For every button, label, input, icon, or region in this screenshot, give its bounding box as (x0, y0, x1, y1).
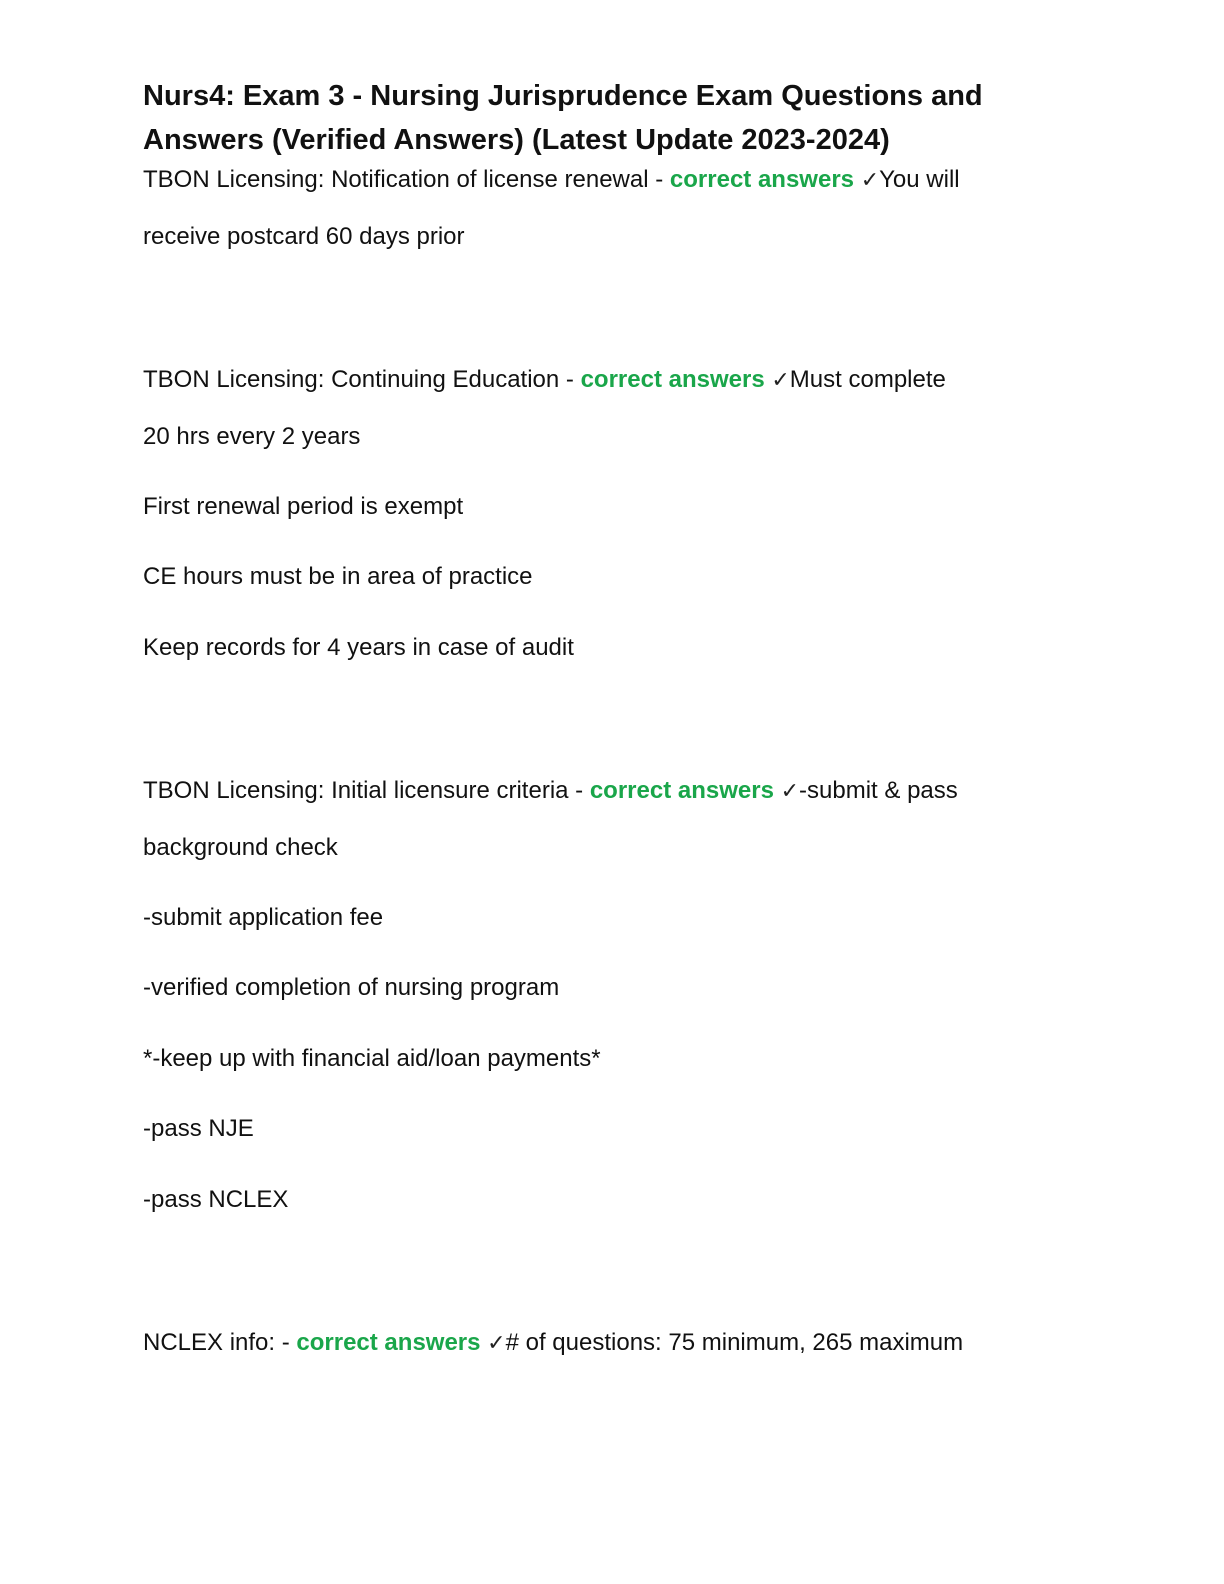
answer-text: -submit & pass (799, 777, 958, 804)
correct-answers-label: correct answers (296, 1329, 481, 1356)
question-line (143, 777, 958, 806)
title-line-1: Nurs4: Exam 3 - Nursing Jurisprudence Exam Questions and (143, 80, 983, 112)
answer-text: Must complete (789, 366, 946, 393)
answer-line: *-keep up with financial aid/loan payments* (143, 1045, 601, 1072)
question-line (143, 1329, 963, 1358)
correct-answers-label: correct answers (580, 366, 765, 393)
answer-line: 20 hrs every 2 years (143, 423, 361, 450)
answer-line: -submit application fee (143, 904, 384, 931)
question-line (143, 166, 960, 195)
answer-line: background check (143, 834, 338, 861)
check-icon: ✓ (487, 1331, 506, 1356)
correct-answers-label: correct answers (589, 777, 774, 804)
question-line (143, 366, 946, 395)
question-text: TBON Licensing: Continuing Education - (143, 366, 581, 393)
answer-line: receive postcard 60 days prior (143, 223, 465, 250)
question-text: TBON Licensing: Notification of license renewal - (143, 166, 670, 193)
answer-line: Keep records for 4 years in case of audit (143, 634, 574, 661)
check-icon: ✓ (780, 779, 800, 804)
title-line-2: Answers (Verified Answers) (Latest Update 2023-2024) (143, 124, 890, 156)
check-icon: ✓ (860, 168, 880, 193)
question-text: TBON Licensing: Initial licensure criteria - (143, 777, 590, 804)
question-text: NCLEX info: - (143, 1329, 297, 1356)
answer-text: # of questions: 75 minimum, 265 maximum (505, 1329, 964, 1356)
answer-line: -verified completion of nursing program (143, 974, 560, 1001)
check-icon: ✓ (771, 368, 790, 393)
answer-text: You will (879, 166, 960, 193)
answer-line: First renewal period is exempt (143, 493, 464, 520)
correct-answers-label: correct answers (669, 166, 855, 193)
document-title (143, 74, 1103, 162)
answer-line: -pass NJE (143, 1115, 254, 1142)
answer-line: -pass NCLEX (143, 1186, 289, 1213)
answer-line: CE hours must be in area of practice (143, 563, 533, 590)
